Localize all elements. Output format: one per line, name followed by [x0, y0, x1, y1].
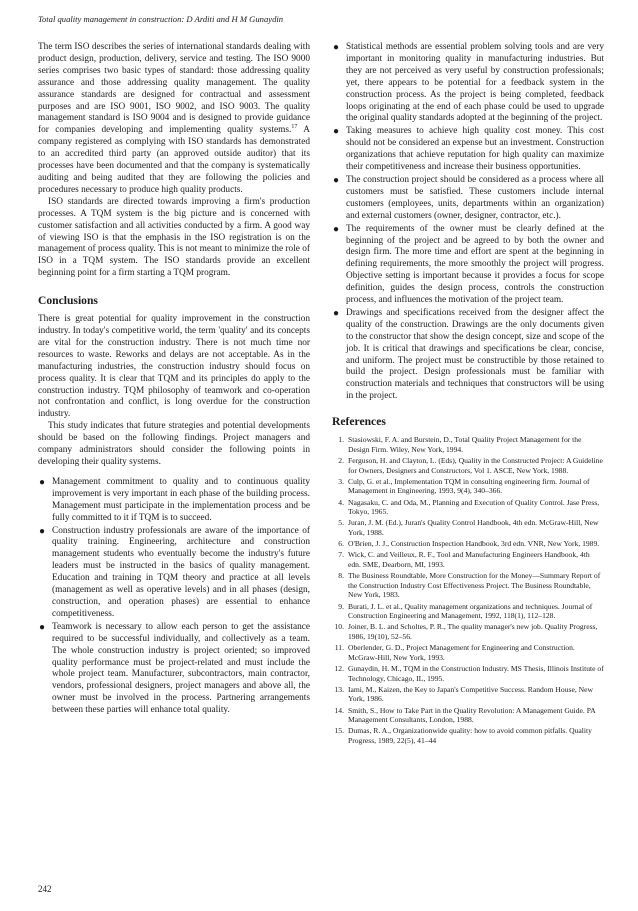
conclusions-heading: Conclusions [38, 294, 98, 308]
findings-list-right [332, 42, 604, 403]
page-number: 242 [38, 884, 52, 894]
citation-superscript: 17 [291, 124, 298, 131]
finding-item: ● Statistical methods are essential problem solving tools and are very important in monitoring quality in manufacturing industries. But they are not perceived as very useful by construction professionals; yet, there appears to be potential for a feedback system in the construction process. As the project is being completed, feedback loops originating at the end of each phase could be used to upgrade the original quality standards adopted at the beginning of the project. [333, 42, 604, 124]
two-column-body [38, 42, 608, 747]
reference-item: 9. Burati, J. L. et al., Quality management organizations and techniques. Journal of Construction Engineering and Management, 1992, 118(1), 112–128. [338, 601, 593, 621]
left-column [38, 42, 310, 718]
reference-item: 15. Dumas, R. A., Organizationwide quality: how to avoid common pitfalls. Quality Progress, 1989, 22(5), 41–44 [334, 726, 592, 746]
conclusions-paragraph-2: This study indicates that future strategies and potential developments should be based on the following findings. Project managers and company administrators should consider the following points in developing their quality systems. [38, 421, 310, 467]
reference-item: 1. Stasiowski, F. A. and Burstein, D., Total Quality Project Management for the Design Firm. Wiley, New York, 1994. [338, 435, 582, 454]
reference-item: 3. Culp, G. et al., Implementation TQM in consulting engineering firm. Journal of Management in Engineering, 1993, 9(4), 340–366. [338, 476, 590, 496]
finding-item: ● Taking measures to achieve high quality cost money. This cost should not be considered an expense but an investment. Construction organizations that achieve reputation for high quality can maximize their competitiveness and increase their business opportunities. [333, 126, 604, 173]
bullet-icon: ● [39, 621, 46, 633]
finding-item: ● Teamwork is necessary to allow each person to get the assistance required to be successful individually, and collectively as a team. The whole construction industry is project oriented; so improved quality performance must be project-related and must include the whole project team. Manufacturer, subcontractors, main contractor, vendors, professional designers, project managers and above all, the owner must be involved in the process. Partnering arrangements between these parties will enhance total quality. [39, 621, 310, 716]
reference-item: 8. The Business Roundtable, More Construction for the Money—Summary Report of the Construction Industry Cost Effectiveness Project. The Business Roundtable, New York, 1983. [338, 571, 601, 600]
finding-item: ● Management commitment to quality and to continuous quality improvement is very important in each phase of the building process. Management must participate in the implementation process and be fully committed to it if TQM is to succeed. [39, 476, 310, 523]
reference-item: 2. Ferguson, H. and Clayton, L. (Eds), Quality in the Constructed Project: A Guideline for Owners, Designers and Constructors, Vol 1. ASCE, New York, 1988. [338, 455, 603, 475]
iso-paragraph-2: ISO standards are directed towards improving a firm's production processes. A TQM system is the big picture and is concerned with customer satisfaction and all activities conducted by a firm. A good way of viewing ISO is that the emphasis in the ISO registration is on the management of process quality. This is not meant to minimize the role of ISO in a TQM system. The ISO standards provide an excellent beginning point for a firm starting a TQM program. [38, 196, 310, 279]
reference-item: 5. Juran, J. M. (Ed.), Juran's Quality Control Handbook, 4th edn. McGraw-Hill, New York, 1988. [338, 518, 599, 538]
reference-item: 4. Nagasaku, C. and Oda, M., Planning and Execution of Quality Control. Jase Press, Tokyo, 1965. [338, 497, 600, 517]
reference-item: 7. Wick, C. and Veilleux, R. F., Tool and Manufacturing Engineers Handbook, 4th edn. SME, Dearborn, MI, 1993. [338, 550, 590, 569]
conclusions-paragraph-1: There is great potential for quality improvement in the construction industry. In today's competitive world, the term 'quality' and its concepts are vital for the construction industry. There is not much time nor resources to waste. Reworks and delays are not acceptable. As in the manufacturing industries, the construction industry should focus on process quality. It is clear that TQM and its principles do apply to the construction industry. TQM philosophy of teamwork and co-operation not confrontation and conflict, is long overdue for the construction industry. [38, 314, 310, 420]
reference-item: 6. O'Brien, J. J., Construction Inspection Handbook, 3rd edn. VNR, New York, 1989. [338, 539, 600, 549]
running-head: Total quality management in construction: D Arditi and H M Gunaydin [38, 14, 284, 24]
finding-item: ● Drawings and specifications received from the designer affect the quality of the construction. Drawings are the only documents given to the constructor that show the design concept, size and scope of the job. It is critical that drawings and specifications be clear, concise, and uniform. The project must be constructible by those retained to build the project. Design professionals must be familiar with construction materials and techniques that constructors will be using in the project. [333, 307, 604, 402]
reference-item: 12. Gunaydin, H. M., TQM in the Construction Industry. MS Thesis, Illinois Institute of Technology, Chicago, IL, 1995. [334, 663, 604, 683]
bullet-icon: ● [333, 223, 340, 235]
reference-item: 13. Iami, M., Kaizen, the Key to Japan's Competitive Success. Random House, New York, 1986. [334, 684, 593, 704]
references-heading: References [332, 415, 386, 429]
finding-item: ● The requirements of the owner must be clearly defined at the beginning of the project and be agreed to by both the owner and design firm. The more time and effort are spent at the beginning in defining requirements, the more smoothly the project will progress. Objective setting is important because it provides a focus for scope definition, guides the design process, controls the construction process, and influences the motivation of the project team. [333, 223, 604, 306]
iso-paragraph-1: The term ISO describes the series of international standards dealing with product design, production, delivery, service and testing. The ISO 9000 series comprises two basic types of standard: those addressing quality assurance and those addressing quality management. The quality assurance standards are designed for contractual and assessment purposes and are ISO 9001, ISO 9002, and ISO 9003. The quality management standard is ISO 9004 and is designed to provide guidance for companies developing and implementing quality systems.$^{17}$ A company registered as complying with ISO standards has demonstrated to an accredited third party (an approved outside auditor) that its processes have been documented and that the company is systematically auditing and being audited that they are following the policies and procedures necessary to produce high quality products. [38, 42, 310, 195]
bullet-icon: ● [39, 476, 46, 488]
bullet-icon: ● [333, 42, 340, 53]
bullet-icon: ● [333, 174, 340, 186]
finding-item: ● Construction industry professionals are aware of the importance of quality training. Engineering, architecture and construction management students who eventually become the industry's future leaders must be instructed in the basics of quality management. Education and training in TQM theory and practice at all levels (management as well as operative levels) and in all phases (design, construction, and operation phases) are essential to enhance competitiveness. [39, 525, 310, 619]
reference-item: 10. Joiner, B. L. and Scholtes, P. R., The quality manager's new job. Quality Progress, 1986, 19(10), 52–56. [334, 622, 598, 642]
references-list [332, 435, 604, 746]
bullet-icon: ● [39, 525, 46, 537]
reference-item: 11. Oberlender, G. D., Project Management for Engineering and Construction. McGraw-Hill, New York, 1993. [334, 643, 575, 662]
findings-list-left [38, 477, 310, 717]
finding-item: ● The construction project should be considered as a process where all customers must be satisfied. These customers include internal customers (employees, units, departments within an organization) and external customers (owner, designer, contractor, etc.). [333, 174, 604, 221]
bullet-icon: ● [333, 307, 340, 319]
bullet-icon: ● [333, 126, 340, 138]
right-column [332, 42, 604, 747]
reference-item: 14. Smith, S., How to Take Part in the Quality Revolution: A Management Guide. PA Management Consultants, London, 1988. [334, 705, 596, 725]
